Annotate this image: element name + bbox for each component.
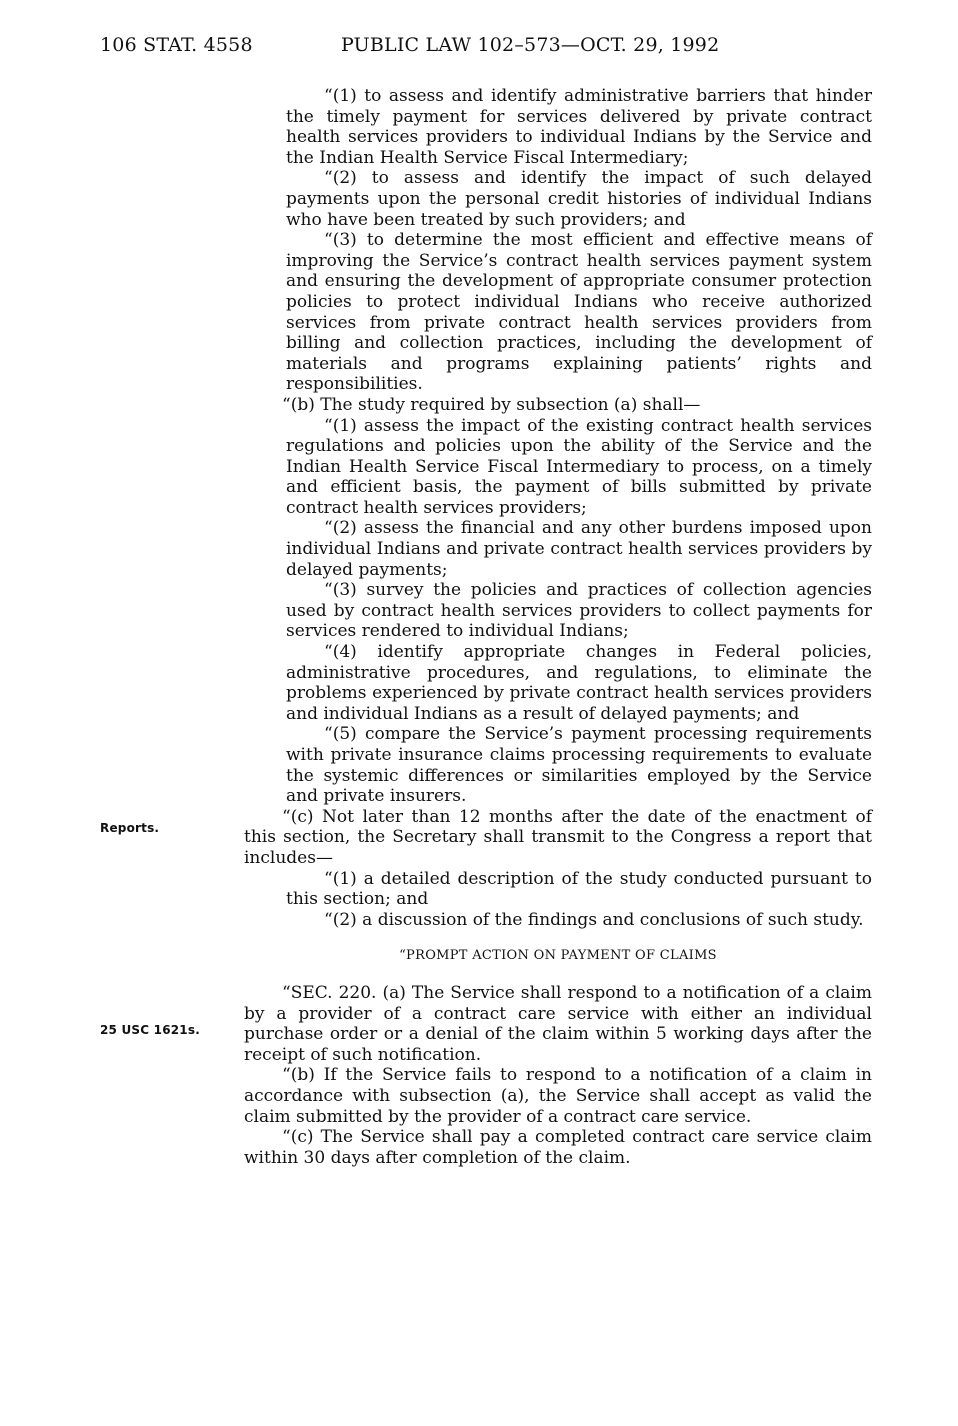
paragraph-a1: “(1) to assess and identify administrative barriers that hinder the timely payment for services delivered by private contract health services providers to individual Indians by the Service and the Indian Health Service Fiscal Intermediary; [286,86,872,168]
paragraph-b: “(b) The study required by subsection (a) shall— [282,394,701,415]
paragraph-sec220-c: “(c) The Service shall pay a completed contract care service claim within 30 days after completion of the claim. [244,1127,872,1168]
paragraph-b4: “(4) identify appropriate changes in Federal policies, administrative procedures, and regulations, to eliminate the problems experienced by private contract health services providers and individual Indians as a result of delayed payments; and [286,642,872,724]
paragraph-a3: “(3) to determine the most efficient and effective means of improving the Service’s contract health services payment system and ensuring the development of appropriate consumer protection policies to protect individual Indians who receive authorized services from private contract health services providers from billing and collection practices, including the development of materials and programs explaining patients’ rights and responsibilities. [286,230,872,395]
margin-note-reports: Reports. [100,821,160,835]
paragraph-sec220-b: “(b) If the Service fails to respond to a notification of a claim in accordance with subsection (a), the Service shall accept as valid the claim submitted by the provider of a contract care service. [244,1065,872,1127]
running-header [100,34,800,60]
paragraph-b5: “(5) compare the Service’s payment processing requirements with private insurance claims processing requirements to evaluate the systemic differences or similarities employed by the Service and private insurers. [286,724,872,807]
paragraph-b1: “(1) assess the impact of the existing contract health services regulations and policies upon the ability of the Service and the Indian Health Service Fiscal Intermediary to process, on a timely and efficient basis, the payment of bills submitted by private contract health services providers; [286,415,872,518]
public-law-citation: PUBLIC LAW 102–573—OCT. 29, 1992 [341,34,720,56]
paragraph-c1: “(1) a detailed description of the study conducted pursuant to this section; and [286,868,872,910]
section-heading: “PROMPT ACTION ON PAYMENT OF CLAIMS [399,948,717,964]
paragraph-sec220-a: “SEC. 220. (a) The Service shall respond to a notification of a claim by a provider of a contract care service with either an individual purchase order or a denial of the claim within 5 working days after the receipt of such notification. [244,982,872,1065]
paragraph-a2: “(2) to assess and identify the impact of such delayed payments upon the personal credit histories of individual Indians who have been treated by such providers; and [286,168,872,230]
body-text [244,86,872,1168]
paragraph-c: “(c) Not later than 12 months after the date of the enactment of this section, the Secretary shall transmit to the Congress a report that includes— [244,806,872,868]
paragraph-b2: “(2) assess the financial and any other burdens imposed upon individual Indians and private contract health services providers by delayed payments; [286,518,872,580]
paragraph-b3: “(3) survey the policies and practices of collection agencies used by contract health services providers to collect payments for services rendered to individual Indians; [286,580,872,642]
stat-page-number: 106 STAT. 4558 [100,34,253,56]
margin-note-usc-citation: 25 USC 1621s. [100,1023,200,1037]
paragraph-c2: “(2) a discussion of the findings and conclusions of such study. [324,909,864,930]
